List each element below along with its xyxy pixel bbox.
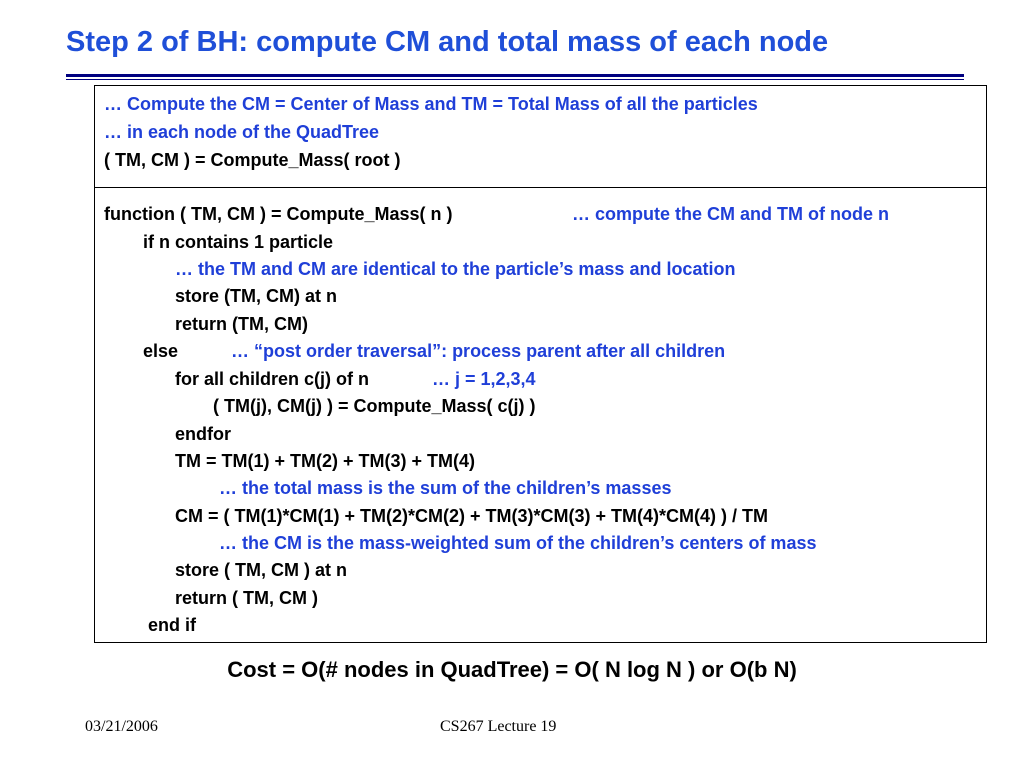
comment-line: … j = 1,2,3,4: [432, 369, 536, 389]
footer-date: 03/21/2006: [85, 718, 158, 735]
code-line: end if: [148, 615, 196, 635]
comment-line: … the total mass is the sum of the children’s masses: [219, 478, 672, 498]
footer-course: CS267 Lecture 19: [440, 718, 557, 735]
comment-line: … compute the CM and TM of node n: [572, 204, 889, 224]
code-line: if n contains 1 particle: [143, 232, 334, 252]
code-line: return (TM, CM): [175, 314, 308, 334]
title-underline-thick: [66, 74, 964, 77]
code-line: ( TM, CM ) = Compute_Mass( root ): [104, 150, 401, 170]
code-line: TM = TM(1) + TM(2) + TM(3) + TM(4): [175, 451, 475, 471]
code-line: store ( TM, CM ) at n: [175, 560, 347, 580]
comment-line: … the TM and CM are identical to the particle’s mass and location: [175, 259, 736, 279]
comment-line: … in each node of the QuadTree: [104, 122, 380, 142]
comment-line: … “post order traversal”: process parent after all children: [231, 341, 726, 361]
function-signature-line: function ( TM, CM ) = Compute_Mass( n ): [104, 204, 453, 224]
comment-line: … Compute the CM = Center of Mass and TM = Total Mass of all the particles: [104, 94, 758, 114]
cost-statement: Cost = O(# nodes in QuadTree) = O( N log N ) or O(b N): [227, 657, 797, 682]
for-loop-line: for all children c(j) of n: [175, 369, 370, 389]
code-line: return ( TM, CM ): [175, 588, 318, 608]
code-line: endfor: [175, 424, 231, 444]
box-divider: [95, 187, 986, 188]
code-line: store (TM, CM) at n: [175, 286, 337, 306]
page-title: Step 2 of BH: compute CM and total mass of each node: [66, 26, 829, 58]
comment-line: … the CM is the mass-weighted sum of the children’s centers of mass: [219, 533, 817, 553]
code-line: CM = ( TM(1)*CM(1) + TM(2)*CM(2) + TM(3)*CM(3) + TM(4)*CM(4) ) / TM: [175, 506, 768, 526]
code-line: ( TM(j), CM(j) ) = Compute_Mass( c(j) ): [213, 396, 536, 416]
else-keyword: else: [143, 341, 179, 361]
title-underline-thin: [66, 79, 964, 80]
pseudocode-box: [94, 85, 987, 643]
